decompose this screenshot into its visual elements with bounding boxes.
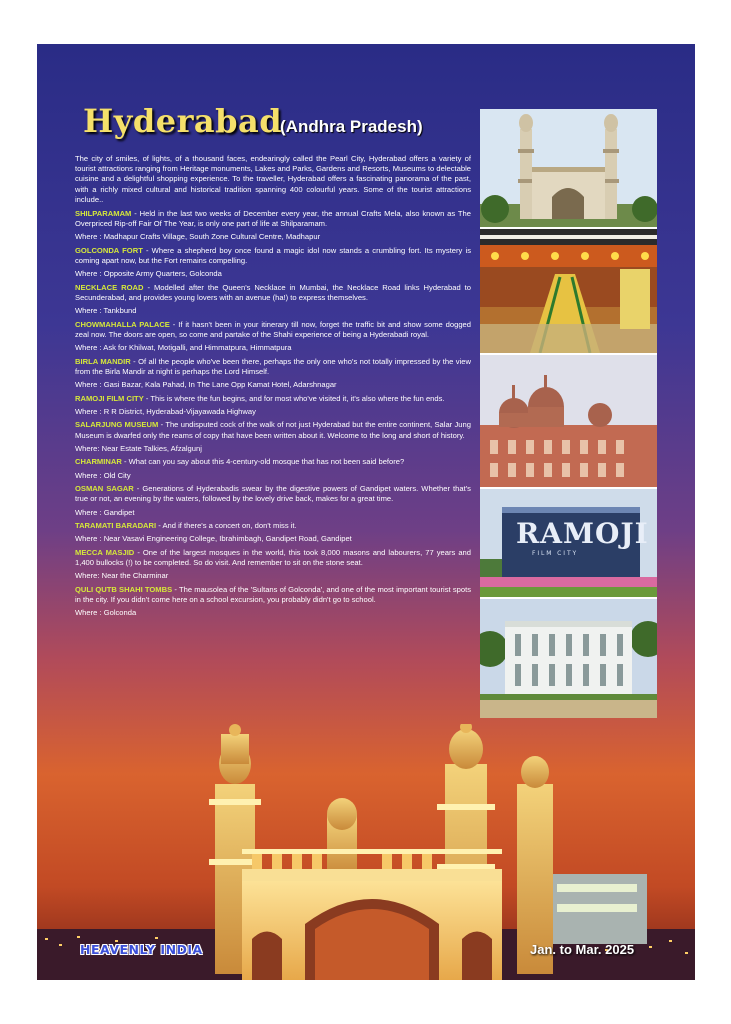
attraction-name: SHILPARAMAM xyxy=(75,208,132,218)
palace-photo xyxy=(480,355,657,487)
photo-strip xyxy=(480,109,657,718)
crafts-fair-photo xyxy=(480,229,657,353)
attraction-description: - Modelled after the Queen's Necklace in Mumbai, the Necklace Road links Hyderabad to Secunderabad, and provides young lovers with an avenue (ha!) to express themselves. xyxy=(75,282,471,302)
intro-paragraph: The city of smiles, of lights, of a thousand faces, endearingly called the Pearl City, Hyderabad offers a variety of tourist attractions ranging from Heritage monuments, Lakes and Parks, Gardens and Resorts, Museums to delectable cuisine and a delightful shopping experience. To the traveller, Hyderabad offers a fascinating panorama of the past, with a richly mixed cultural and historical tradition spanning 400 colourful years. Some of the tourist attractions include.. xyxy=(75,154,471,204)
attraction-entry xyxy=(75,394,471,404)
attraction-location: Where: Near the Charminar xyxy=(75,571,169,581)
attraction-description: - Held in the last two weeks of December every year, the annual Crafts Mela, also known as The Overpriced Rip-off Fair Of The Year, is only one part of life at Shilparamam. xyxy=(75,208,471,228)
attraction-name: OSMAN SAGAR xyxy=(75,484,134,494)
attraction-location: Where : Opposite Army Quarters, Golconda xyxy=(75,269,222,279)
attraction-entry xyxy=(75,209,471,229)
attraction-location: Where : Near Vasavi Engineering College, Ibrahimbagh, Gandipet Road, Gandipet xyxy=(75,534,352,544)
attraction-description: - The undisputed cock of the walk of not just Hyderabad but the entire continent, Salar Jung Museum is dwarfed only the reams of copy that have been written about it. Welcome to the long and short of history. xyxy=(75,420,471,440)
attraction-location: Where : Gasi Bazar, Kala Pahad, In The Lane Opp Kamat Hotel, Adarshnagar xyxy=(75,380,337,390)
article-body xyxy=(75,154,471,622)
attraction-location: Where : Tankbund xyxy=(75,306,137,316)
heritage-mansion-photo xyxy=(480,599,657,718)
attraction-name: MECCA MASJID xyxy=(75,547,135,557)
attraction-entry xyxy=(75,246,471,266)
attraction-entry xyxy=(75,484,471,504)
attraction-entry xyxy=(75,420,471,440)
attraction-name: CHOWMAHALLA PALACE xyxy=(75,319,170,329)
attraction-entry xyxy=(75,320,471,340)
attraction-entry xyxy=(75,548,471,568)
page-subtitle: (Andhra Pradesh) xyxy=(280,117,423,136)
attraction-entry xyxy=(75,585,471,605)
attraction-entry xyxy=(75,521,471,531)
attraction-name: RAMOJI FILM CITY xyxy=(75,393,144,403)
ramoji-sign-text: RAMOJI xyxy=(516,517,649,550)
attraction-description: - This is where the fun begins, and for most who've visited it, it's also where the fun ends. xyxy=(143,393,445,403)
attraction-description: - Where a shepherd boy once found a magic idol now stands a crumbling fort. Its mystery is coming apart now, but the Fort remains compelling. xyxy=(75,245,471,265)
attraction-name: NECKLACE ROAD xyxy=(75,282,144,292)
charminar-day-photo xyxy=(480,109,657,227)
attraction-entry xyxy=(75,357,471,377)
attraction-location: Where: Near Estate Talkies, Afzalgunj xyxy=(75,443,202,453)
attraction-location: Where : Gandipet xyxy=(75,507,135,517)
attraction-description: - And if there's a concert on, don't miss it. xyxy=(156,521,297,531)
attraction-description: - Of all the people who've been there, perhaps the only one who's not totally impressed by the view from the Birla Mandir at night is perhaps the Lord Himself. xyxy=(75,356,471,376)
page-title: Hyderabad xyxy=(83,102,283,140)
attraction-location: Where : Ask for Khilwat, Motigalli, and Himmatpura, Himmatpura xyxy=(75,343,292,353)
issue-date: Jan. to Mar. 2025 xyxy=(530,942,635,957)
attraction-entry xyxy=(75,283,471,303)
attraction-description: - If it hasn't been in your itinerary till now, forget the traffic bit and show some dogged zeal now. The doors are open, so come and partake of the Shahi experience of being a Hyderabadi royal. xyxy=(75,319,471,339)
attraction-name: CHARMINAR xyxy=(75,457,122,467)
attraction-description: - One of the largest mosques in the world, this took 8,000 masons and labourers, 77 years and 1,400 bullocks (!) to be completed. So do visit. And remember to sit on the stone seat. xyxy=(75,547,471,568)
magazine-brand: HEAVENLY INDIA xyxy=(80,942,203,957)
attraction-entry xyxy=(75,457,471,467)
attraction-location: Where : Old City xyxy=(75,470,131,480)
attraction-location: Where : R R District, Hyderabad-Vijayawada Highway xyxy=(75,406,256,416)
attraction-location: Where : Golconda xyxy=(75,608,137,618)
attraction-name: GOLCONDA FORT xyxy=(75,245,143,255)
ramoji-sign-subtext: F I L M C I T Y xyxy=(532,550,577,557)
attraction-name: BIRLA MANDIR xyxy=(75,356,131,366)
attraction-description: - What can you say about this 4-century-old mosque that has not been said before? xyxy=(121,457,405,467)
attraction-description: - The mausolea of the 'Sultans of Golconda', and one of the most important tourist spots in the city. If you didn't come here on a school excursion, you probably didn't go to school. xyxy=(75,584,471,605)
attraction-description: - Generations of Hyderabadis swear by the digestive powers of Gandipet waters. Whether that's true or not, an evening by the waters, followed by the lovely drive back, makes for a great time. xyxy=(75,484,471,504)
attraction-name: QULI QUTB SHAHI TOMBS xyxy=(75,584,173,594)
attraction-name: TARAMATI BARADARI xyxy=(75,521,157,531)
attraction-name: SALARJUNG MUSEUM xyxy=(75,420,159,430)
magazine-page xyxy=(37,44,695,980)
attraction-location: Where : Madhapur Crafts Village, South Zone Cultural Centre, Madhapur xyxy=(75,232,321,242)
